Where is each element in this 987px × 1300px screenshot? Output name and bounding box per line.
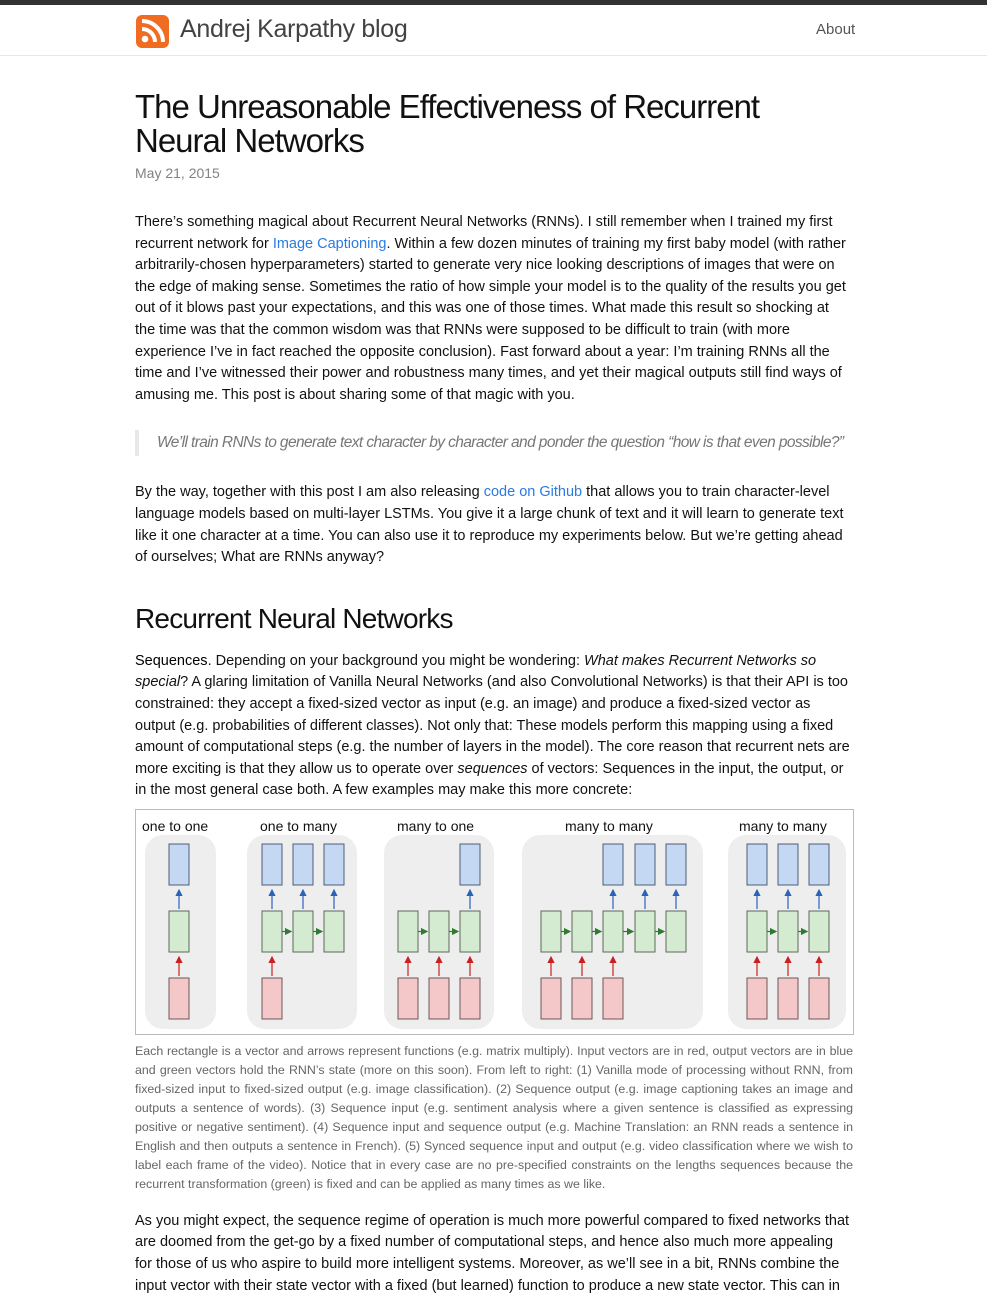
hidden-state-vector bbox=[293, 911, 313, 952]
input-vector bbox=[429, 978, 449, 1019]
rnn-diagram-svg bbox=[136, 810, 853, 1034]
section-heading: Recurrent Neural Networks bbox=[135, 602, 453, 634]
input-vector bbox=[778, 978, 798, 1019]
input-vector bbox=[603, 978, 623, 1019]
github-code-link[interactable]: code on Github bbox=[483, 484, 583, 501]
input-vector bbox=[541, 978, 561, 1019]
intro-text-1: There’s something magical about Recurrent Neural Networks (RNNs). I still remember when I trained my first recurrent network for bbox=[135, 214, 833, 252]
intro-paragraph bbox=[135, 212, 853, 406]
post-content bbox=[135, 90, 853, 1297]
hidden-state-vector bbox=[169, 911, 189, 952]
output-vector bbox=[666, 844, 686, 885]
rss-icon bbox=[136, 15, 169, 48]
input-vector bbox=[572, 978, 592, 1019]
output-vector bbox=[747, 844, 767, 885]
seq-emphasis-1: What makes Recurrent Networks so special bbox=[135, 652, 817, 691]
nav-about-link[interactable]: About bbox=[816, 21, 856, 38]
pull-quote: We’ll train RNNs to generate text character by character and ponder the question “how is that even possible?” bbox=[135, 430, 853, 456]
diagram-panel-1 bbox=[145, 835, 216, 1029]
output-vector bbox=[262, 844, 282, 885]
input-vector bbox=[262, 978, 282, 1019]
hidden-state-vector bbox=[572, 911, 592, 952]
output-vector bbox=[293, 844, 313, 885]
code-paragraph bbox=[135, 482, 853, 568]
hidden-state-vector bbox=[635, 911, 655, 952]
diagram-panel-2 bbox=[247, 835, 357, 1029]
hidden-state-vector bbox=[666, 911, 686, 952]
input-vector bbox=[460, 978, 480, 1019]
input-vector bbox=[747, 978, 767, 1019]
output-vector bbox=[603, 844, 623, 885]
post-title: The Unreasonable Effectiveness of Recurrent Neural Networks bbox=[135, 88, 760, 159]
diagram-panel-3 bbox=[384, 835, 494, 1029]
code-text-1: By the way, together with this post I am also releasing bbox=[135, 484, 484, 501]
hidden-state-vector bbox=[747, 911, 767, 952]
figure-caption: Each rectangle is a vector and arrows represent functions (e.g. matrix multiply). Input vectors are in red, output vectors are in blue and green vectors hold the RNN’s state (more on this soon). From left to right: (1) Vanilla mode of processing without RNN, from fixed-sized input to fixed-sized output (e.g. image classification). (2) Sequence output (e.g. image captioning takes an image and outputs a sentence of words). (3) Sequence input (e.g. sentiment analysis where a given sentence is classified as expressing positive or negative sentiment). (4) Sequence input and sequence output (e.g. Machine Translation: an RNN reads a sentence in English and then outputs a sentence in French). (5) Synced sequence input and output (e.g. video classification where we wish to label each frame of the video). Notice that in every case are no pre-specified constraints on the lengths sequences because the recurrent transformation (green) is fixed and can be applied as many times as we like. bbox=[135, 1043, 853, 1191]
sequence-regime-paragraph: As you might expect, the sequence regime of operation is much more powerful compared to fixed networks that are doomed from the get-go by a fixed number of computational steps, and hence also much more appealing for those of us who aspire to build more intelligent systems. Moreover, as we’ll see in a bit, RNNs combine the input vector with their state vector with a fixed (but learned) function to produce a new state vector. This can in bbox=[135, 1212, 850, 1294]
output-vector bbox=[635, 844, 655, 885]
hidden-state-vector bbox=[603, 911, 623, 952]
output-vector bbox=[809, 844, 829, 885]
output-vector bbox=[324, 844, 344, 885]
input-vector bbox=[809, 978, 829, 1019]
panel-label: many to many bbox=[565, 817, 653, 834]
output-vector bbox=[169, 844, 189, 885]
hidden-state-vector bbox=[460, 911, 480, 952]
hidden-state-vector bbox=[541, 911, 561, 952]
output-vector bbox=[778, 844, 798, 885]
intro-text-2: . Within a few dozen minutes of training my first baby model (with rather arbitrarily-chosen hyperparameters) started to generate very nice looking descriptions of images that were on the edge of making sense. Sometimes the ratio of how simple your model is to the quality of the results you get out of it blows past your expectations, and this was one of those times. What made this result so shocking at the time was that the common wisdom was that RNNs were supposed to be difficult to train (with more experience I’ve in fact reached the opposite conclusion). Fast forward about a year: I’m training RNNs all the time and I’ve witnessed their power and robustness many times, and yet their magical outputs still find ways of amusing me. This post is about sharing some of that magic with you. bbox=[135, 235, 846, 403]
hidden-state-vector bbox=[778, 911, 798, 952]
post-date: May 21, 2015 bbox=[135, 165, 220, 181]
panel-label: many to one bbox=[397, 817, 475, 834]
rnn-diagram bbox=[135, 809, 854, 1035]
diagram-panel-4 bbox=[522, 835, 703, 1029]
seq-text-1: . Depending on your background you might be wondering: bbox=[207, 652, 585, 669]
input-vector bbox=[169, 978, 189, 1019]
hidden-state-vector bbox=[429, 911, 449, 952]
site-header bbox=[0, 5, 987, 56]
code-text-2: that allows you to train character-level language models based on multi-layer LSTMs. You give it a large chunk of text and it will learn to generate text like it one character at a time. You can also use it to reproduce my experiments below. But we’re getting ahead of ourselves; What are RNNs anyway? bbox=[135, 484, 844, 566]
panel-label: many to many bbox=[739, 817, 827, 834]
diagram-panel-5 bbox=[728, 835, 846, 1029]
output-vector bbox=[460, 844, 480, 885]
seq-text-2: ? A glaring limitation of Vanilla Neural Networks (and also Convolutional Networks) is that their API is too constrained: they accept a fixed-sized vector as input (e.g. an image) and produce a fixed-sized vector as output (e.g. probabilities of different classes). Not only that: These models perform this mapping using a fixed amount of computational steps (e.g. the number of layers in the model). The core reason that recurrent nets are more exciting is that they allow us to operate over bbox=[135, 674, 850, 777]
site-title-link[interactable]: Andrej Karpathy blog bbox=[180, 15, 408, 43]
panel-label: one to many bbox=[260, 817, 338, 834]
panel-label: one to one bbox=[142, 817, 209, 834]
hidden-state-vector bbox=[324, 911, 344, 952]
seq-text-3: of vectors: Sequences in the input, the output, or in the most general case both. A few examples may make this more concrete: bbox=[135, 760, 844, 799]
input-vector bbox=[398, 978, 418, 1019]
hidden-state-vector bbox=[398, 911, 418, 952]
sequences-term: Sequences bbox=[135, 652, 208, 669]
seq-emphasis-2: sequences bbox=[457, 760, 528, 777]
hidden-state-vector bbox=[262, 911, 282, 952]
sequences-paragraph bbox=[135, 651, 853, 802]
image-captioning-link[interactable]: Image Captioning bbox=[272, 235, 387, 252]
hidden-state-vector bbox=[809, 911, 829, 952]
